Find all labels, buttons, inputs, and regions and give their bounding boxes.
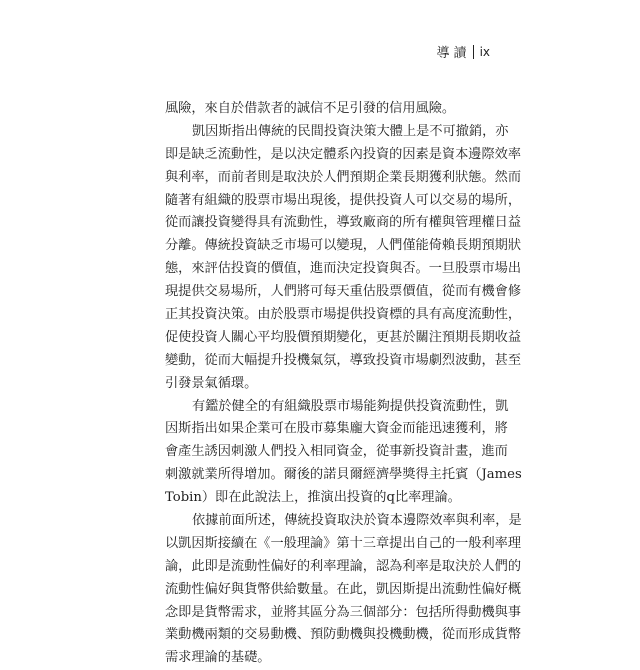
text-line: 依據前面所述，傳統投資取決於資本邊際效率與利率，是 bbox=[192, 513, 522, 529]
text-line: 有鑑於健全的有組織股票市場能夠提供投資流動性，凱 bbox=[192, 398, 509, 414]
text-line: 促使投資人關心平均股價預期變化，更甚於關注預期長期收益 bbox=[165, 329, 522, 345]
text-line: 分離。傳統投資缺乏市場可以變現，人們僅能倚賴長期預期狀 bbox=[165, 238, 522, 254]
text-line: 因斯指出如果企業可在股市募集龐大資金而能迅速獲利，將 bbox=[165, 421, 508, 437]
text-line: 與利率，而前者則是取決於人們預期企業長期獲利狀態。然而 bbox=[165, 169, 522, 185]
text-line: 業動機兩類的交易動機、預防動機與投機動機，從而形成貨幣 bbox=[165, 627, 522, 643]
text-line: 風險，來自於借款者的誠信不足引發的信用風險。 bbox=[165, 101, 456, 116]
text-line: 需求理論的基礎。 bbox=[165, 650, 271, 666]
text-line: 論，此即是流動性偏好的利率理論，認為利率是取決於人們的 bbox=[165, 558, 522, 574]
text-line: 現提供交易場所，人們將可每天重估股票價值，從而有機會修 bbox=[165, 284, 522, 300]
text-line: 以凱因斯接續在《一般理論》第十三章提出自己的一般利率理 bbox=[165, 535, 522, 551]
text-line: 刺激就業所得增加。爾後的諾貝爾經濟學獎得主托賓（James bbox=[165, 467, 522, 483]
page-number: ix bbox=[479, 44, 490, 59]
text-line: 即是缺乏流動性，是以決定體系內投資的因素是資本邊際效率 bbox=[165, 146, 522, 162]
text-line: 念即是貨幣需求，並將其區分為三個部分：包括所得動機與事 bbox=[165, 604, 522, 620]
body-text bbox=[165, 98, 522, 670]
text-line: 從而讓投資變得具有流動性，導致廠商的所有權與管理權日益 bbox=[165, 215, 522, 231]
paragraph bbox=[165, 121, 522, 396]
paragraph bbox=[165, 510, 522, 670]
text-line: 引發景氣循環。 bbox=[165, 375, 258, 391]
chapter-title: 導讀 bbox=[436, 46, 471, 61]
running-head bbox=[437, 42, 490, 61]
text-line: Tobin）即在此說法上，推演出投資的q比率理論。 bbox=[165, 490, 461, 506]
text-line: 流動性偏好與貨幣供給數量。在此，凱因斯提出流動性偏好概 bbox=[165, 581, 522, 597]
paragraph bbox=[165, 98, 495, 121]
text-line: 隨著有組織的股票市場出現後，提供投資人可以交易的場所， bbox=[165, 192, 522, 208]
text-line: 凱因斯指出傳統的民間投資決策大體上是不可撤銷，亦 bbox=[192, 123, 509, 139]
header-divider bbox=[473, 45, 474, 59]
text-line: 正其投資決策。由於股票市場提供投資標的具有高度流動性， bbox=[165, 307, 522, 323]
text-line: 會產生誘因刺激人們投入相同資金，從事新投資計畫，進而 bbox=[165, 444, 508, 460]
text-line: 態，來評估投資的價值，進而決定投資與否。一旦股票市場出 bbox=[165, 261, 522, 277]
text-line: 變動，從而大幅提升投機氣氛，導致投資市場劇烈波動，甚至 bbox=[165, 352, 522, 368]
paragraph bbox=[165, 396, 522, 510]
